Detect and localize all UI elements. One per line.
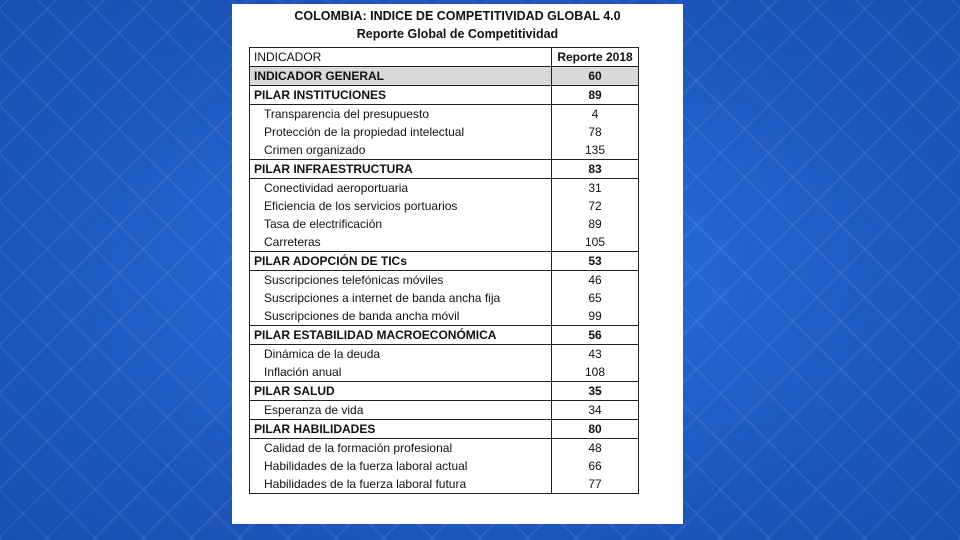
row-label: PILAR INFRAESTRUCTURA: [250, 160, 552, 179]
table-row: [250, 307, 639, 326]
row-value: 66: [552, 457, 639, 475]
row-value: 78: [552, 123, 639, 141]
row-label: Inflación anual: [250, 363, 552, 382]
row-label: PILAR HABILIDADES: [250, 420, 552, 439]
document-title: COLOMBIA: INDICE DE COMPETITIVIDAD GLOBAL 4.0: [294, 9, 621, 23]
table-row: [250, 363, 639, 382]
table-row: [250, 105, 639, 124]
row-value: 48: [552, 439, 639, 458]
document-subtitle: Reporte Global de Competitividad: [356, 27, 559, 41]
row-value: 77: [552, 475, 639, 494]
row-label: Suscripciones a internet de banda ancha fija: [250, 289, 552, 307]
row-value: 83: [552, 160, 639, 179]
row-value: 89: [552, 86, 639, 105]
table-row-general: [250, 67, 639, 86]
row-label: Crimen organizado: [250, 141, 552, 160]
row-value: 43: [552, 345, 639, 364]
row-value: 31: [552, 179, 639, 198]
row-label: Carreteras: [250, 233, 552, 252]
row-label: Eficiencia de los servicios portuarios: [250, 197, 552, 215]
row-value: 53: [552, 252, 639, 271]
table-row-pillar: [250, 382, 639, 401]
row-label: Calidad de la formación profesional: [250, 439, 552, 458]
table-row: [250, 289, 639, 307]
row-label: Tasa de electrificación: [250, 215, 552, 233]
table-row: [250, 123, 639, 141]
row-value: 108: [552, 363, 639, 382]
table-row: [250, 271, 639, 290]
table-row: [250, 345, 639, 364]
row-label: INDICADOR GENERAL: [250, 67, 552, 86]
table-row: [250, 439, 639, 458]
table-row: [250, 401, 639, 420]
table-header-row: [250, 48, 639, 67]
row-value: 34: [552, 401, 639, 420]
row-value: 35: [552, 382, 639, 401]
row-label: PILAR ESTABILIDAD MACROECONÓMICA: [250, 326, 552, 345]
row-value: 135: [552, 141, 639, 160]
row-value: 80: [552, 420, 639, 439]
table-row-pillar: [250, 326, 639, 345]
row-value: 46: [552, 271, 639, 290]
row-label: Dinámica de la deuda: [250, 345, 552, 364]
row-label: Protección de la propiedad intelectual: [250, 123, 552, 141]
row-value: 105: [552, 233, 639, 252]
row-value: 65: [552, 289, 639, 307]
row-label: Transparencia del presupuesto: [250, 105, 552, 124]
row-value: 89: [552, 215, 639, 233]
table-row: [250, 233, 639, 252]
row-label: PILAR ADOPCIÓN DE TICs: [250, 252, 552, 271]
row-value: 4: [552, 105, 639, 124]
table-row-pillar: [250, 86, 639, 105]
table-row: [250, 141, 639, 160]
table-row: [250, 197, 639, 215]
table-row: [250, 457, 639, 475]
row-value: 99: [552, 307, 639, 326]
row-label: Suscripciones de banda ancha móvil: [250, 307, 552, 326]
row-label: Habilidades de la fuerza laboral futura: [250, 475, 552, 494]
header-indicator: INDICADOR: [250, 48, 552, 67]
document-page: [232, 4, 683, 524]
table-row: [250, 475, 639, 494]
row-value: 60: [552, 67, 639, 86]
competitiveness-table: [249, 47, 639, 494]
table-row-pillar: [250, 420, 639, 439]
table-row: [250, 179, 639, 198]
row-value: 72: [552, 197, 639, 215]
row-label: PILAR INSTITUCIONES: [250, 86, 552, 105]
header-report: Reporte 2018: [552, 48, 639, 67]
row-label: PILAR SALUD: [250, 382, 552, 401]
table-row: [250, 215, 639, 233]
row-label: Esperanza de vida: [250, 401, 552, 420]
row-label: Conectividad aeroportuaria: [250, 179, 552, 198]
row-label: Suscripciones telefónicas móviles: [250, 271, 552, 290]
row-value: 56: [552, 326, 639, 345]
row-label: Habilidades de la fuerza laboral actual: [250, 457, 552, 475]
table-row-pillar: [250, 160, 639, 179]
table-row-pillar: [250, 252, 639, 271]
